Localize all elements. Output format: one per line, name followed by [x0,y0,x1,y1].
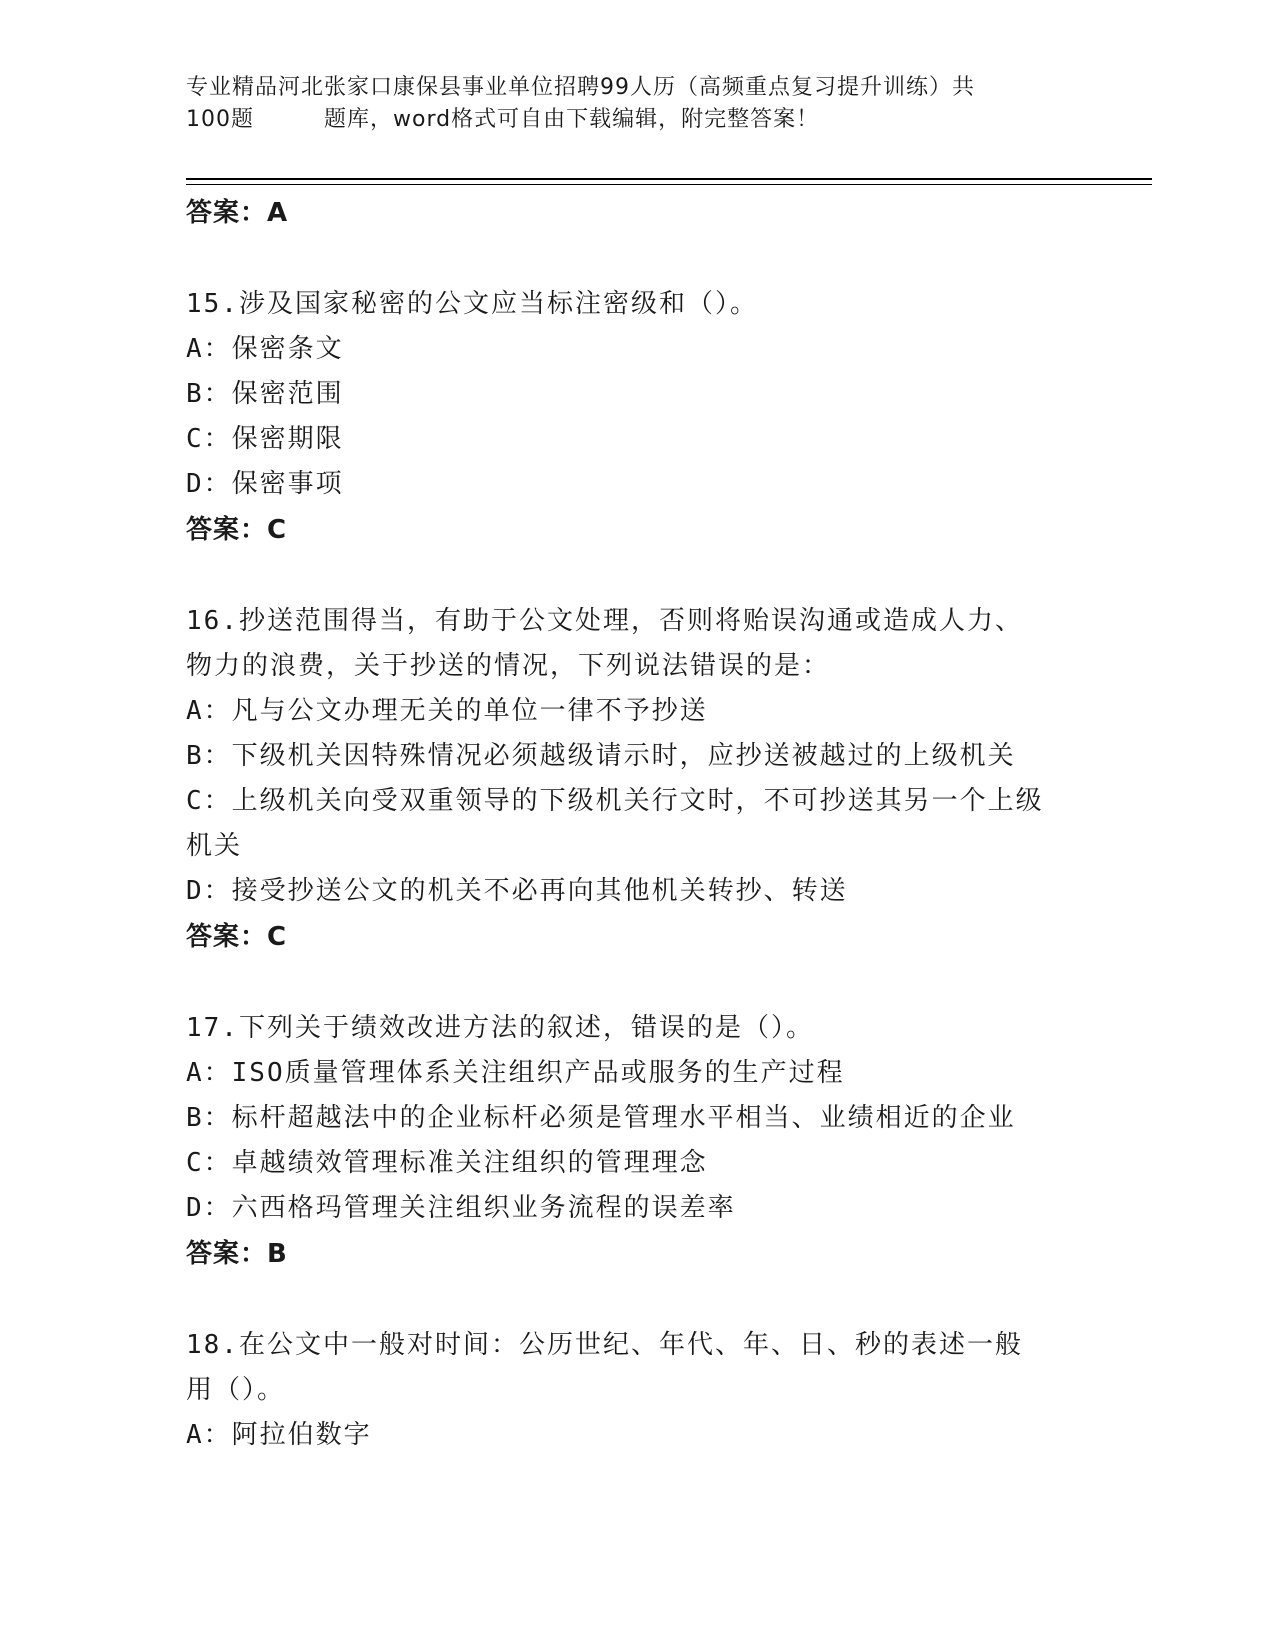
question-block [186,282,1086,553]
question-stem: 16.抄送范围得当，有助于公文处理，否则将贻误沟通或造成人力、物力的浪费，关于抄送的情况，下列说法错误的是： [186,606,1023,681]
option-d: D：接受抄送公文的机关不必再向其他机关转抄、转送 [186,876,848,906]
document-header [186,72,1066,136]
question-stem: 15.涉及国家秘密的公文应当标注密级和（）。 [186,289,758,319]
header-line-2-count: 100题 [186,107,254,132]
question-stem: 17.下列关于绩效改进方法的叙述，错误的是（）。 [186,1013,814,1043]
header-line-2-desc: 题库，word格式可自由下载编辑，附完整答案！ [324,107,820,132]
header-line-1: 专业精品河北张家口康保县事业单位招聘99人历（高频重点复习提升训练）共 [186,75,975,100]
question-stem: 18.在公文中一般对时间：公历世纪、年代、年、日、秒的表述一般用（）。 [186,1330,1023,1405]
answer-line: 答案：C [186,515,288,545]
option-b: B：下级机关因特殊情况必须越级请示时，应抄送被越过的上级机关 [186,741,1016,771]
answer-line: 答案：B [186,1239,288,1269]
question-block [186,1323,1086,1458]
option-b: B：标杆超越法中的企业标杆必须是管理水平相当、业绩相近的企业 [186,1103,1016,1133]
option-c: C：保密期限 [186,424,344,454]
answer-line: 答案：C [186,922,288,952]
header-divider-thin [186,184,1152,185]
option-c: C：上级机关向受双重领导的下级机关行文时，不可抄送其另一个上级机关 [186,786,1044,861]
question-block [186,599,1086,960]
option-a: A：凡与公文办理无关的单位一律不予抄送 [186,696,708,726]
question-list [186,190,1086,1458]
header-line-2 [186,104,1066,136]
option-d: D：保密事项 [186,469,344,499]
option-c: C：卓越绩效管理标准关注组织的管理理念 [186,1148,708,1178]
option-a: A：ISO质量管理体系关注组织产品或服务的生产过程 [186,1058,845,1088]
option-b: B：保密范围 [186,379,344,409]
option-a: A：阿拉伯数字 [186,1420,372,1450]
answer-line: 答案：A [186,198,289,228]
header-divider-thick [186,178,1152,180]
question-block [186,1006,1086,1277]
option-a: A：保密条文 [186,334,344,364]
option-d: D：六西格玛管理关注组织业务流程的误差率 [186,1193,736,1223]
